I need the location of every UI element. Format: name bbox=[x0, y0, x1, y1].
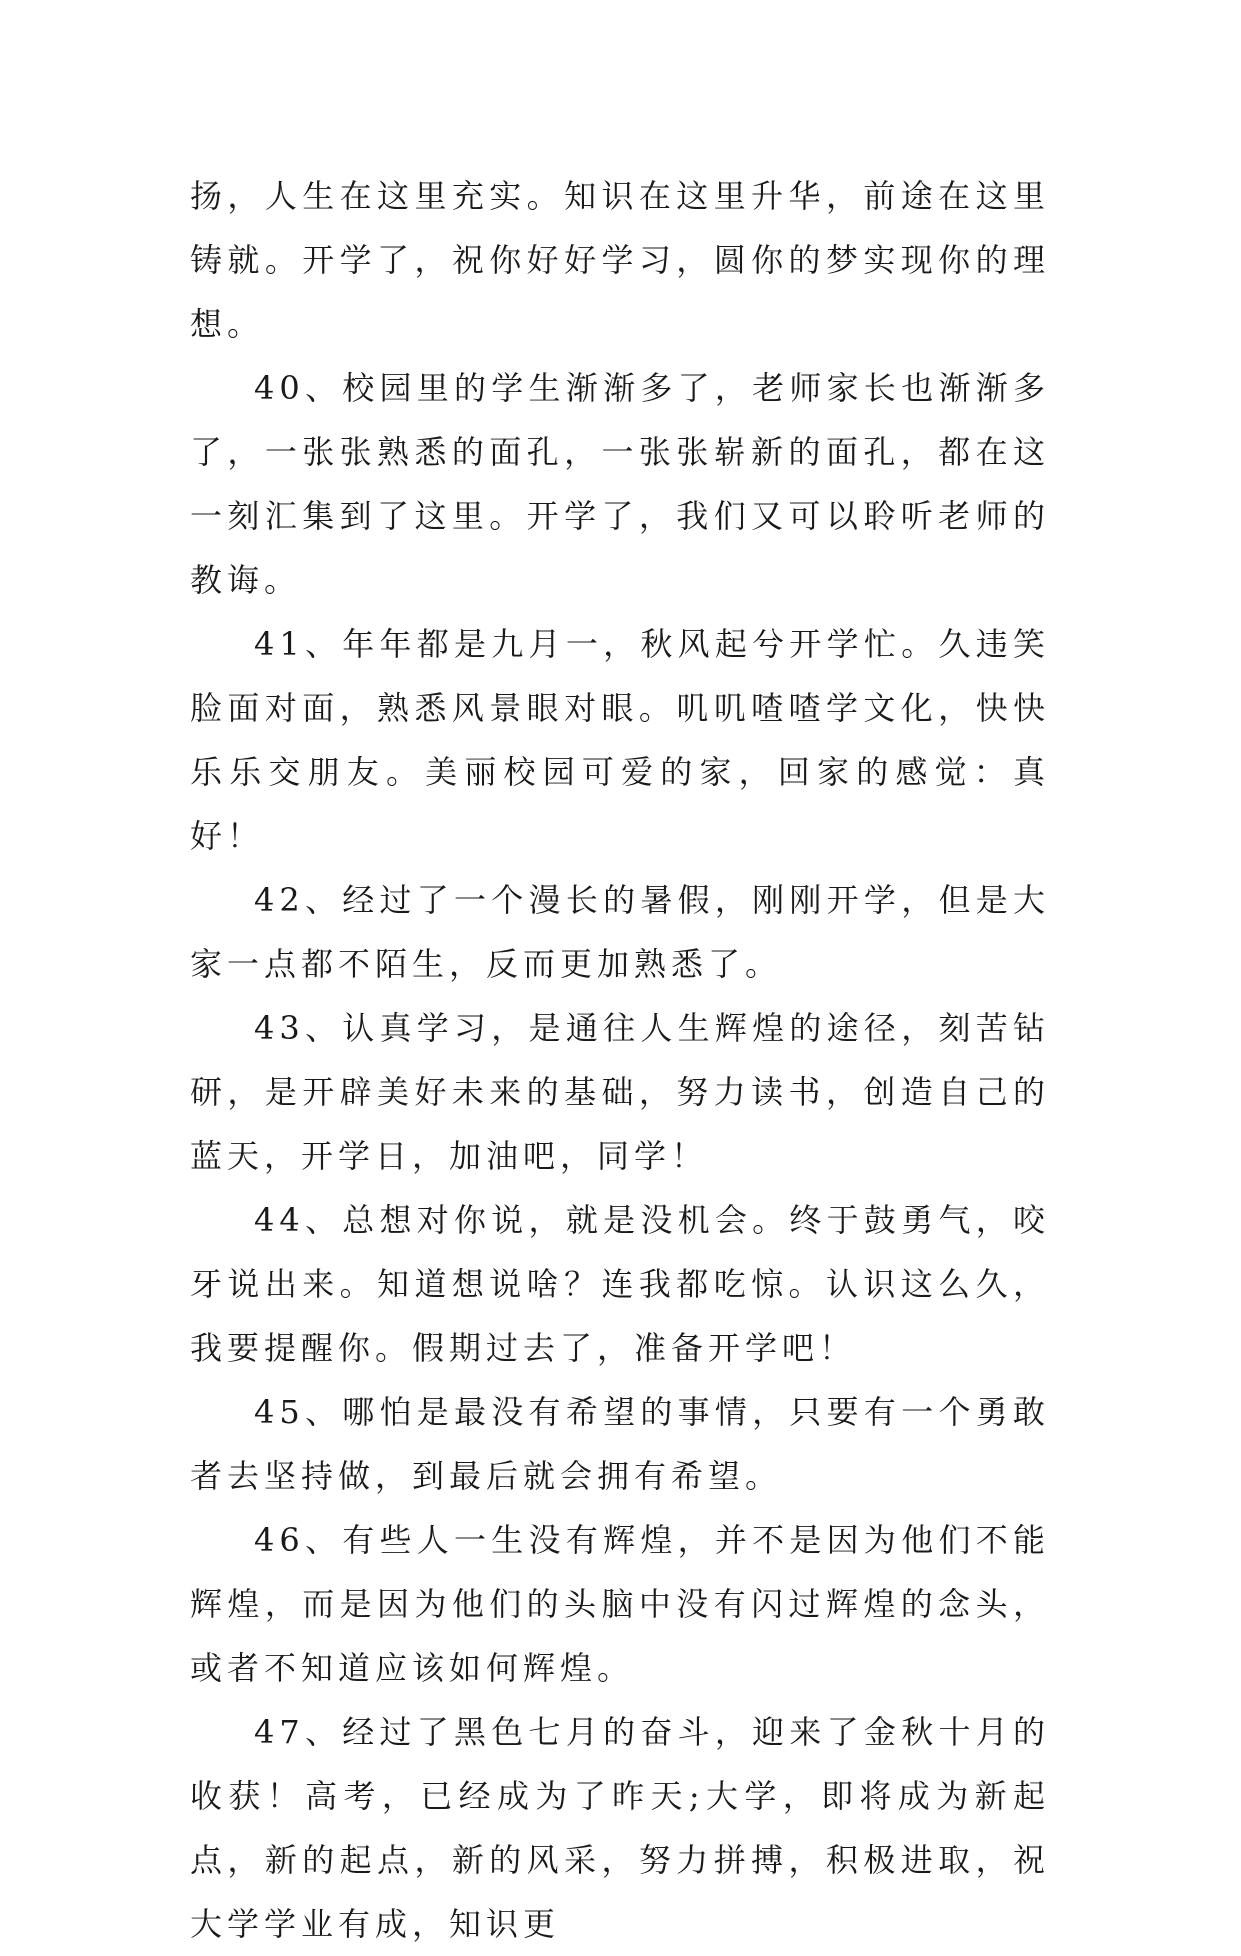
paragraph-47: 47、经过了黑色七月的奋斗，迎来了金秋十月的收获！高考，已经成为了昨天;大学，即将成为新起点，新的起点，新的风采，努力拼搏，积极进取，祝大学学业有成，知识更 bbox=[190, 1713, 1050, 1943]
paragraph-40: 40、校园里的学生渐渐多了，老师家长也渐渐多了，一张张熟悉的面孔，一张张崭新的面孔，都在这一刻汇集到了这里。开学了，我们又可以聆听老师的教诲。 bbox=[190, 369, 1050, 599]
paragraph-42: 42、经过了一个漫长的暑假，刚刚开学，但是大家一点都不陌生，反而更加熟悉了。 bbox=[190, 881, 1050, 983]
paragraph-45: 45、哪怕是最没有希望的事情，只要有一个勇敢者去坚持做，到最后就会拥有希望。 bbox=[190, 1393, 1050, 1495]
paragraph-41: 41、年年都是九月一，秋风起兮开学忙。久违笑脸面对面，熟悉风景眼对眼。叽叽喳喳学文化，快快乐乐交朋友。美丽校园可爱的家，回家的感觉：真好！ bbox=[190, 625, 1050, 855]
paragraph-continuation: 扬，人生在这里充实。知识在这里升华，前途在这里铸就。开学了，祝你好好学习，圆你的梦实现你的理想。 bbox=[190, 177, 1050, 343]
paragraph-43: 43、认真学习，是通往人生辉煌的途径，刻苦钻研，是开辟美好未来的基础，努力读书，创造自己的蓝天，开学日，加油吧，同学！ bbox=[190, 1009, 1050, 1175]
paragraph-46: 46、有些人一生没有辉煌，并不是因为他们不能辉煌，而是因为他们的头脑中没有闪过辉煌的念头，或者不知道应该如何辉煌。 bbox=[190, 1521, 1050, 1687]
document-body bbox=[190, 164, 1050, 1956]
paragraph-44: 44、总想对你说，就是没机会。终于鼓勇气，咬牙说出来。知道想说啥？连我都吃惊。认识这么久，我要提醒你。假期过去了，准备开学吧！ bbox=[190, 1201, 1050, 1367]
